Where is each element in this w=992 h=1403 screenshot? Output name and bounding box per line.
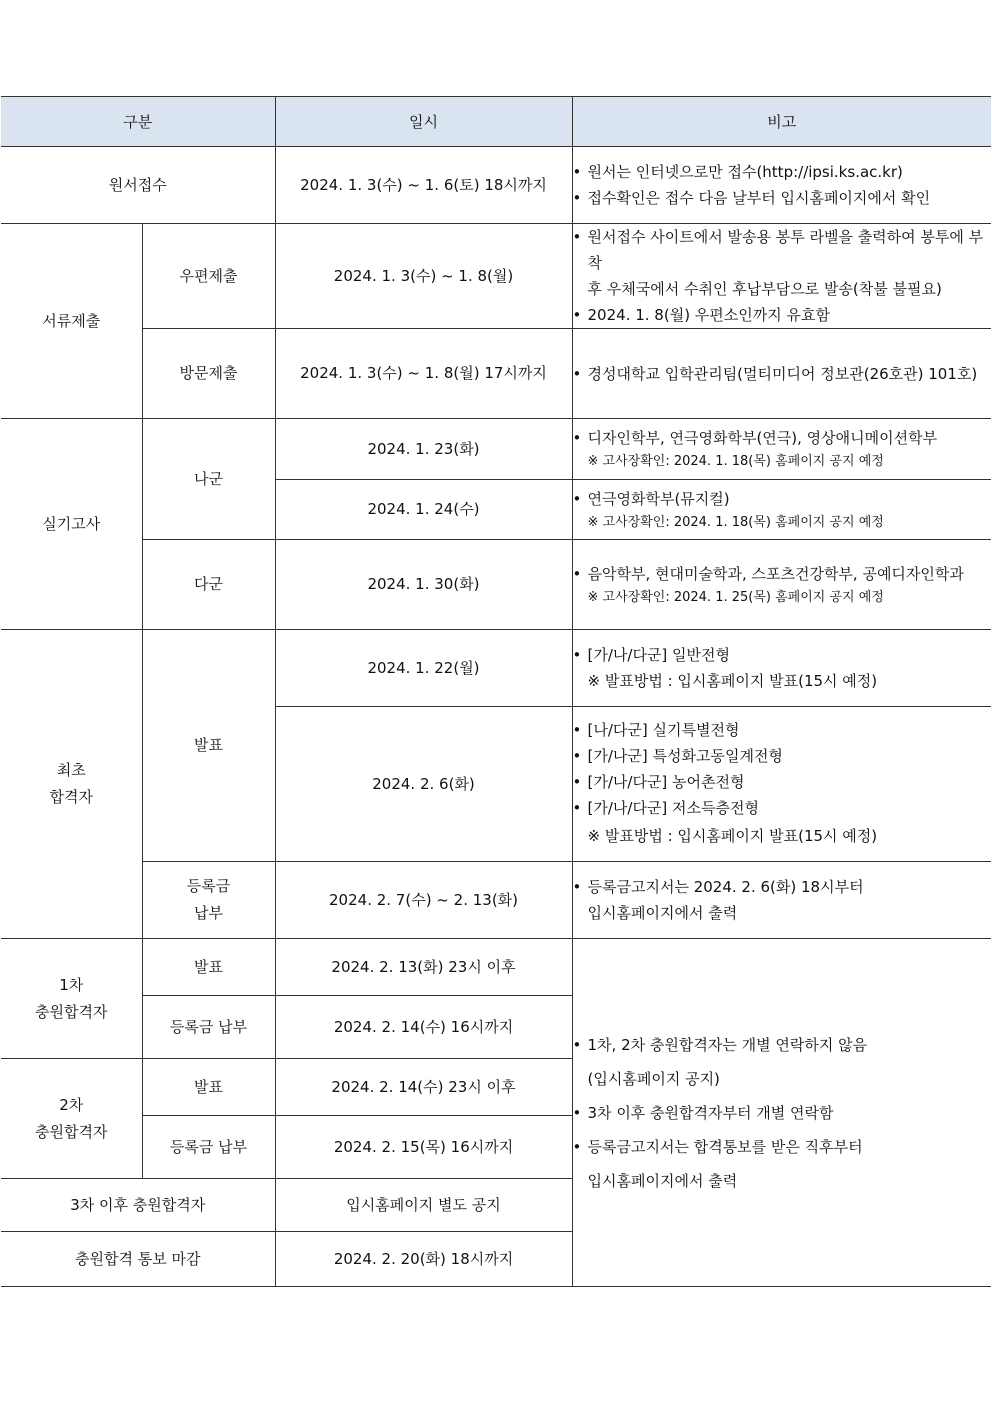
practical-sub-note: ※ 고사장확인: 2024. 1. 18(목) 홈페이지 공지 예정 [587, 514, 884, 530]
third-extra-label: 3차 이후 충원합격자 [1, 1179, 275, 1232]
final-payment-note-line: 등록금고지서는 2024. 2. 6(화) 18시부터 [587, 878, 864, 896]
mail-note-line: 후 우체국에서 수취인 후납부담으로 발송(착불 불필요) [587, 280, 942, 298]
mail-note [573, 224, 992, 302]
second-extra-label-line: 2차 [59, 1095, 84, 1114]
practical-sub-note: ※ 고사장확인: 2024. 1. 25(목) 홈페이지 공지 예정 [587, 589, 884, 605]
deadline-date: 2024. 2. 20(화) 18시까지 [275, 1232, 572, 1287]
second-payment-date: 2024. 2. 15(목) 16시까지 [275, 1116, 572, 1179]
second-extra-label-line: 충원합격자 [35, 1122, 108, 1141]
mail-note: • 2024. 1. 8(월) 우편소인까지 유효함 [573, 302, 992, 328]
row-final-ann1 [1, 630, 991, 707]
first-extra-label [1, 939, 142, 1059]
row-practical-da [1, 540, 991, 630]
row-first-announce [1, 939, 991, 996]
second-extra-label [1, 1059, 142, 1179]
row-final-payment [1, 862, 991, 939]
final-payment-label [142, 862, 275, 939]
header-category: 구분 [1, 97, 275, 147]
final-payment-note [573, 874, 992, 926]
extra-notes [572, 939, 991, 1287]
extra-note-line: 입시홈페이지에서 출력 [587, 1171, 738, 1190]
final-payment-line: 등록금 [186, 877, 231, 895]
final-ann2-date: 2024. 2. 6(화) [275, 707, 572, 862]
application-notes [572, 147, 991, 224]
final-payment-note-line: 입시홈페이지에서 출력 [587, 904, 738, 922]
second-announce-label: 발표 [142, 1059, 275, 1116]
row-mail [1, 224, 991, 329]
extra-note-line: 1차, 2차 충원합격자는 개별 연락하지 않음 [587, 1035, 868, 1054]
row-visit [1, 329, 991, 419]
practical-na1-notes [572, 419, 991, 480]
second-payment-label: 등록금 납부 [142, 1116, 275, 1179]
final-label [1, 630, 142, 939]
first-extra-label-line: 1차 [59, 975, 84, 994]
mail-date: 2024. 1. 3(수) ~ 1. 8(월) [275, 224, 572, 329]
mail-label: 우편제출 [142, 224, 275, 329]
first-extra-label-line: 충원합격자 [35, 1002, 108, 1021]
practical-da-notes [572, 540, 991, 630]
application-label: 원서접수 [1, 147, 275, 224]
practical-note: • 연극영화학부(뮤지컬) [573, 486, 992, 512]
practical-da-date: 2024. 1. 30(화) [275, 540, 572, 630]
final-ann1-notes [572, 630, 991, 707]
practical-group-na: 나군 [142, 419, 275, 540]
final-note: • [가/나/다군] 농어촌전형 [573, 769, 992, 795]
final-label-line: 최초 [56, 761, 86, 779]
final-note: • [가/나/다군] 저소득층전형 [573, 795, 992, 821]
application-date: 2024. 1. 3(수) ~ 1. 6(토) 18시까지 [275, 147, 572, 224]
first-announce-label: 발표 [142, 939, 275, 996]
extra-note: • 3차 이후 충원합격자부터 개별 연락함 [573, 1096, 992, 1130]
extra-note-line: 등록금고지서는 합격통보를 받은 직후부터 [587, 1137, 863, 1156]
final-note: • [가/나군] 특성화고동일계전형 [573, 743, 992, 769]
practical-na2-date: 2024. 1. 24(수) [275, 480, 572, 540]
final-ann1-date: 2024. 1. 22(월) [275, 630, 572, 707]
third-extra-date: 입시홈페이지 별도 공지 [275, 1179, 572, 1232]
practical-group-da: 다군 [142, 540, 275, 630]
final-payment-date: 2024. 2. 7(수) ~ 2. 13(화) [275, 862, 572, 939]
header-date: 일시 [275, 97, 572, 147]
practical-na2-notes [572, 480, 991, 540]
first-payment-label: 등록금 납부 [142, 996, 275, 1059]
visit-notes [572, 329, 991, 419]
header-remarks: 비고 [572, 97, 991, 147]
first-announce-date: 2024. 2. 13(화) 23시 이후 [275, 939, 572, 996]
mail-notes [572, 224, 991, 329]
extra-note-line: (입시홈페이지 공지) [587, 1069, 720, 1088]
deadline-label: 충원합격 통보 마감 [1, 1232, 275, 1287]
row-application [1, 147, 991, 224]
mail-note-line: 원서접수 사이트에서 발송용 봉투 라벨을 출력하여 봉투에 부착 [587, 228, 984, 272]
final-ann2-notes [572, 707, 991, 862]
practical-sub-note: ※ 고사장확인: 2024. 1. 18(목) 홈페이지 공지 예정 [587, 454, 884, 469]
practical-na1-date: 2024. 1. 23(화) [275, 419, 572, 480]
final-announce-label: 발표 [142, 630, 275, 862]
application-note: • 접수확인은 접수 다음 날부터 입시홈페이지에서 확인 [573, 185, 992, 211]
practical-label: 실기고사 [1, 419, 142, 630]
practical-note: • 디자인학부, 연극영화학부(연극), 영상애니메이션학부 [573, 425, 992, 451]
schedule-table [1, 96, 991, 1287]
final-sub-note: ※ 발표방법 : 입시홈페이지 발표(15시 예정) [587, 672, 878, 690]
visit-date: 2024. 1. 3(수) ~ 1. 8(월) 17시까지 [275, 329, 572, 419]
application-note: • 원서는 인터넷으로만 접수(http://ipsi.ks.ac.kr) [573, 159, 992, 185]
row-practical-na1 [1, 419, 991, 480]
final-label-line: 합격자 [49, 788, 93, 806]
header-row [1, 97, 991, 147]
extra-note [573, 1130, 992, 1198]
documents-label: 서류제출 [1, 224, 142, 419]
first-payment-date: 2024. 2. 14(수) 16시까지 [275, 996, 572, 1059]
final-note: • [가/나/다군] 일반전형 [573, 642, 992, 668]
final-payment-notes [572, 862, 991, 939]
final-payment-line: 납부 [194, 904, 223, 922]
visit-label: 방문제출 [142, 329, 275, 419]
visit-note: • 경성대학교 입학관리팀(멀티미디어 정보관(26호관) 101호) [573, 361, 992, 387]
final-sub-note: ※ 발표방법 : 입시홈페이지 발표(15시 예정) [587, 827, 878, 845]
extra-note [573, 1028, 992, 1096]
second-announce-date: 2024. 2. 14(수) 23시 이후 [275, 1059, 572, 1116]
final-note: • [나/다군] 실기특별전형 [573, 717, 992, 743]
practical-note: • 음악학부, 현대미술학과, 스포츠건강학부, 공예디자인학과 [573, 561, 992, 587]
